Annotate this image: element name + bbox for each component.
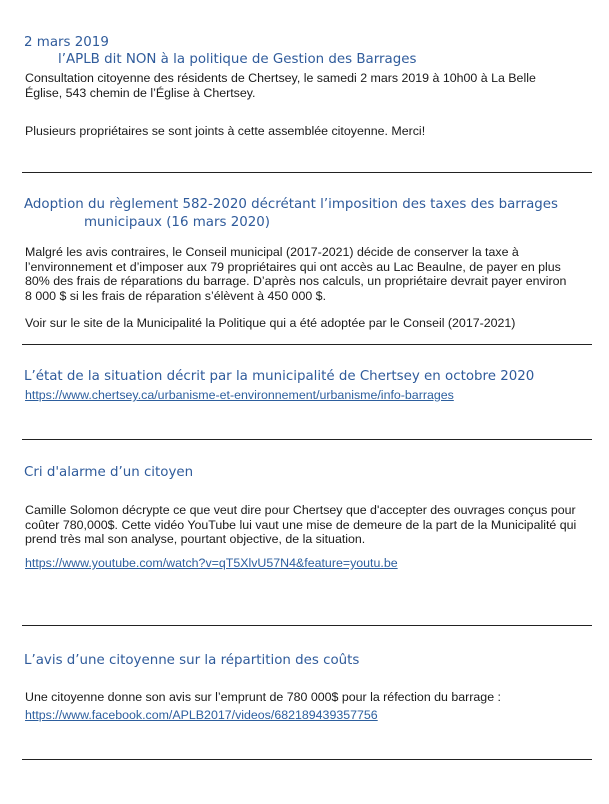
- youtube-video-link[interactable]: https://www.youtube.com/watch?v=qT5XlvU57N4&feature=youtu.be: [25, 556, 398, 570]
- section-divider: [22, 344, 592, 345]
- section4-paragraph: Camille Solomon décrypte ce que veut dire pour Chertsey que d'accepter des ouvrages conçus pour coûter 780,000$. Cette vidéo YouTube lui vaut une mise de demeure de la part de la Municipalité qui prend très mal son analyse, pourtant objective, de la situation.: [25, 503, 577, 547]
- section1-date: 2 mars 2019: [24, 35, 109, 50]
- section-divider: [22, 439, 592, 440]
- section5-paragraph: Une citoyenne donne son avis sur l’emprunt de 780 000$ pour la réfection du barrage :: [25, 690, 501, 704]
- section-divider: [22, 625, 592, 626]
- section1-paragraph1: Consultation citoyenne des résidents de Chertsey, le samedi 2 mars 2019 à 10h00 à La Belle Église, 543 chemin de l’Église à Chertsey.: [25, 71, 536, 100]
- section5-title: L’avis d’une citoyenne sur la répartition des coûts: [24, 653, 360, 668]
- section3-title: L’état de la situation décrit par la municipalité de Chertsey en octobre 2020: [24, 369, 535, 384]
- section4-title: Cri d'alarme d’un citoyen: [24, 465, 194, 480]
- section2-title-line2: municipaux (16 mars 2020): [84, 215, 271, 230]
- section-divider: [22, 172, 592, 173]
- section1-title: l’APLB dit NON à la politique de Gestion des Barrages: [58, 52, 417, 67]
- section2-paragraph1: Malgré les avis contraires, le Conseil municipal (2017-2021) décide de conserver la taxe à l’environnement et d’imposer aux 79 propriétaires qui ont accès au Lac Beaulne, de payer en plus 80% des frais de réparations du barrage. D’après nos calculs, un propriétaire devrait payer environ 8 000 $ si les frais de réparation s’élèvent à 450 000 $.: [25, 245, 567, 303]
- section2-paragraph2: Voir sur le site de la Municipalité la Politique qui a été adoptée par le Conseil (2017-2021): [25, 316, 516, 330]
- chertsey-info-barrages-link[interactable]: https://www.chertsey.ca/urbanisme-et-environnement/urbanisme/info-barrages: [25, 388, 454, 402]
- section-divider: [22, 759, 592, 760]
- section1-paragraph2: Plusieurs propriétaires se sont joints à cette assemblée citoyenne. Merci!: [25, 124, 426, 138]
- facebook-video-link[interactable]: https://www.facebook.com/APLB2017/videos/682189439357756: [25, 708, 378, 722]
- section2-title-line1: Adoption du règlement 582-2020 décrétant l’imposition des taxes des barrages: [24, 197, 558, 212]
